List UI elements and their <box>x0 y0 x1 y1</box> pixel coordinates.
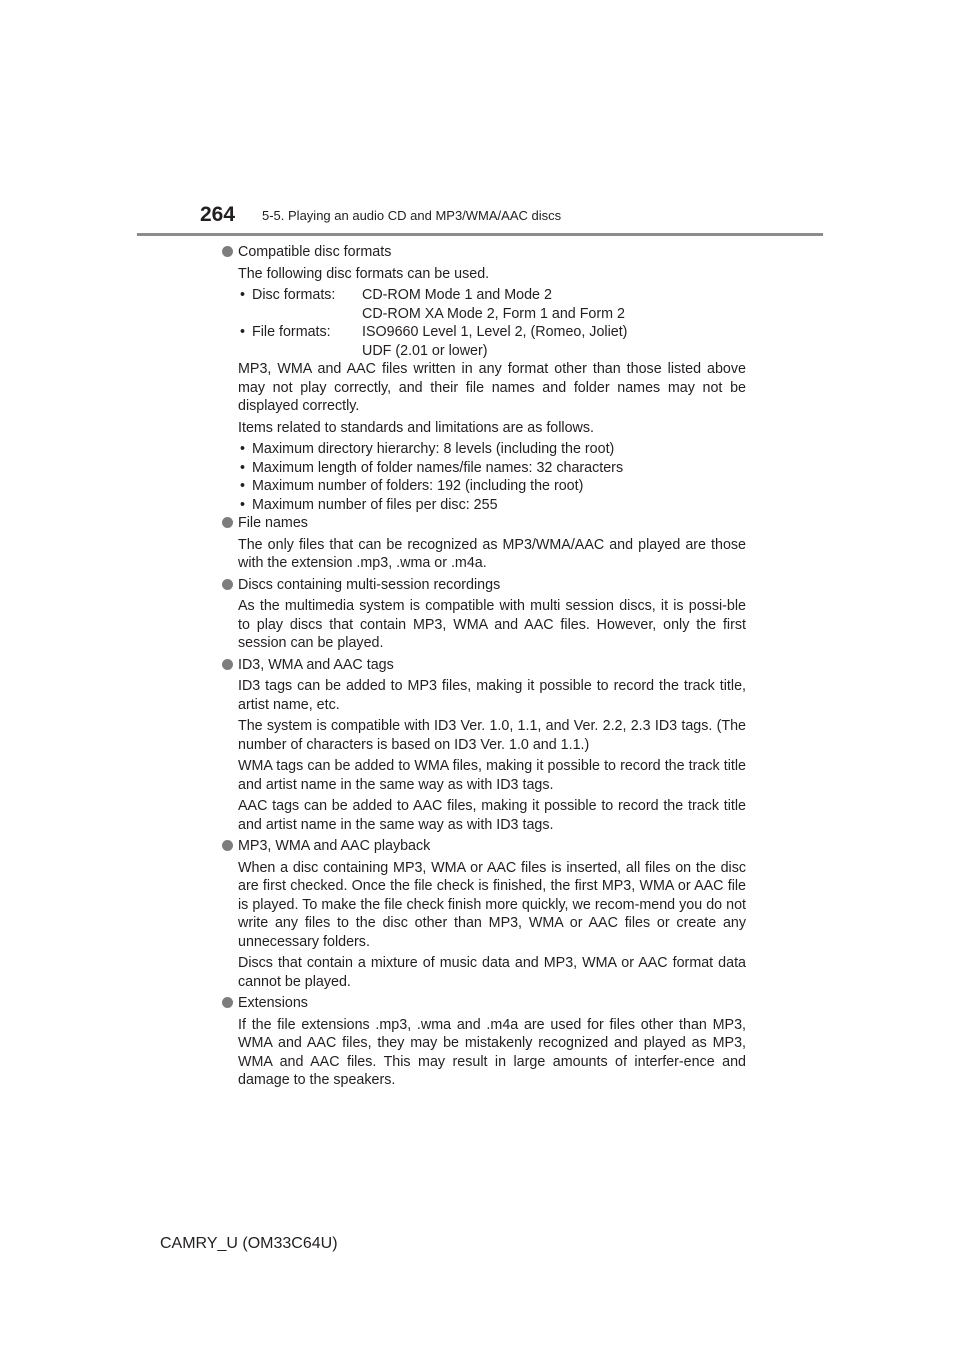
bullet-title: File names <box>238 515 308 531</box>
bullet-file-names <box>222 514 746 533</box>
item-value: CD-ROM Mode 1 and Mode 2 <box>362 287 552 303</box>
paragraph: The system is compatible with ID3 Ver. 1.0, 1.1, and Ver. 2.2, 2.3 ID3 tags. (The number of characters is based on ID3 Ver. 1.0 and 1.1.) <box>238 718 746 753</box>
list-item <box>222 477 746 496</box>
bullet-dot-icon <box>222 246 233 257</box>
list-item-text: Maximum length of folder names/file names: 32 characters <box>252 459 624 476</box>
bullet-title: Extensions <box>238 995 308 1011</box>
bullet-dot-icon <box>222 517 233 528</box>
item-value: ISO9660 Level 1, Level 2, (Romeo, Joliet) <box>362 324 628 340</box>
paragraph: When a disc containing MP3, WMA or AAC files is inserted, all files on the disc are first checked. Once the file check is finished, the first MP3, WMA or AAC file is played. To make the file check finish more quickly, we recom-mend you do not write any files to the disc other than MP3, WMA or AAC files or create any unnecessary folders. <box>238 859 746 950</box>
bullet-extensions <box>222 994 746 1013</box>
bullet-title: Compatible disc formats <box>238 244 392 260</box>
list-item-text: Maximum number of folders: 192 (including the root) <box>252 478 584 494</box>
list-dot-icon: • <box>240 496 246 513</box>
item-continuation: CD-ROM XA Mode 2, Form 1 and Form 2 <box>362 305 625 322</box>
header-rule <box>137 233 823 236</box>
list-dot-icon: • <box>240 459 246 476</box>
list-item <box>222 496 746 515</box>
list-item <box>222 459 746 478</box>
list-dot-icon: • <box>240 441 246 457</box>
item-label: Disc formats: <box>252 287 336 303</box>
bullet-title: ID3, WMA and AAC tags <box>238 656 394 673</box>
page-content <box>222 243 746 1090</box>
paragraph: The following disc formats can be used. <box>238 265 490 282</box>
bullet-title: MP3, WMA and AAC playback <box>238 838 431 854</box>
item-continuation: UDF (2.01 or lower) <box>362 342 488 359</box>
paragraph: WMA tags can be added to WMA files, making it possible to record the track title and artist name in the same way as with ID3 tags. <box>238 758 746 793</box>
page-footer: CAMRY_U (OM33C64U) <box>160 1235 338 1252</box>
bullet-dot-icon <box>222 579 233 590</box>
paragraph: As the multimedia system is compatible with multi session discs, it is possi-ble to play discs that contain MP3, WMA and AAC files. However, only the first session can be played. <box>238 598 746 651</box>
list-item-text: Maximum directory hierarchy: 8 levels (including the root) <box>252 441 615 457</box>
bullet-title: Discs containing multi-session recordings <box>238 576 501 593</box>
paragraph: If the file extensions .mp3, .wma and .m4a are used for files other than MP3, WMA and AAC files, they may be mistakenly recognized and played as MP3, WMA and AAC files. This may result in large amounts of interfer-ence and damage to the speakers. <box>238 1016 746 1088</box>
list-item <box>222 440 746 459</box>
file-formats-item <box>222 323 746 342</box>
paragraph: Discs that contain a mixture of music data and MP3, WMA or AAC format data cannot be played. <box>238 955 746 990</box>
list-item-text: Maximum number of files per disc: 255 <box>252 496 498 513</box>
list-dot-icon: • <box>240 287 246 303</box>
bullet-playback <box>222 837 746 856</box>
disc-formats-item <box>222 286 746 305</box>
section-title: 5-5. Playing an audio CD and MP3/WMA/AAC discs <box>262 208 562 223</box>
item-label: File formats: <box>252 324 331 340</box>
paragraph: The only files that can be recognized as MP3/WMA/AAC and played are those with the extension .mp3, .wma or .m4a. <box>238 536 746 571</box>
list-dot-icon: • <box>240 324 246 340</box>
bullet-dot-icon <box>222 840 233 851</box>
page-number: 264 <box>200 203 236 226</box>
bullet-multisession <box>222 576 746 595</box>
paragraph: AAC tags can be added to AAC files, making it possible to record the track title and artist name in the same way as with ID3 tags. <box>238 798 746 833</box>
list-dot-icon: • <box>240 478 246 494</box>
bullet-tags <box>222 656 746 675</box>
paragraph: ID3 tags can be added to MP3 files, making it possible to record the track title, artist name, etc. <box>238 678 746 713</box>
bullet-dot-icon <box>222 659 233 670</box>
paragraph: Items related to standards and limitations are as follows. <box>238 419 595 436</box>
bullet-compatible-formats <box>222 243 746 262</box>
bullet-dot-icon <box>222 997 233 1008</box>
paragraph: MP3, WMA and AAC files written in any format other than those listed above may not play correctly, and their file names and folder names may not be displayed correctly. <box>238 361 746 414</box>
